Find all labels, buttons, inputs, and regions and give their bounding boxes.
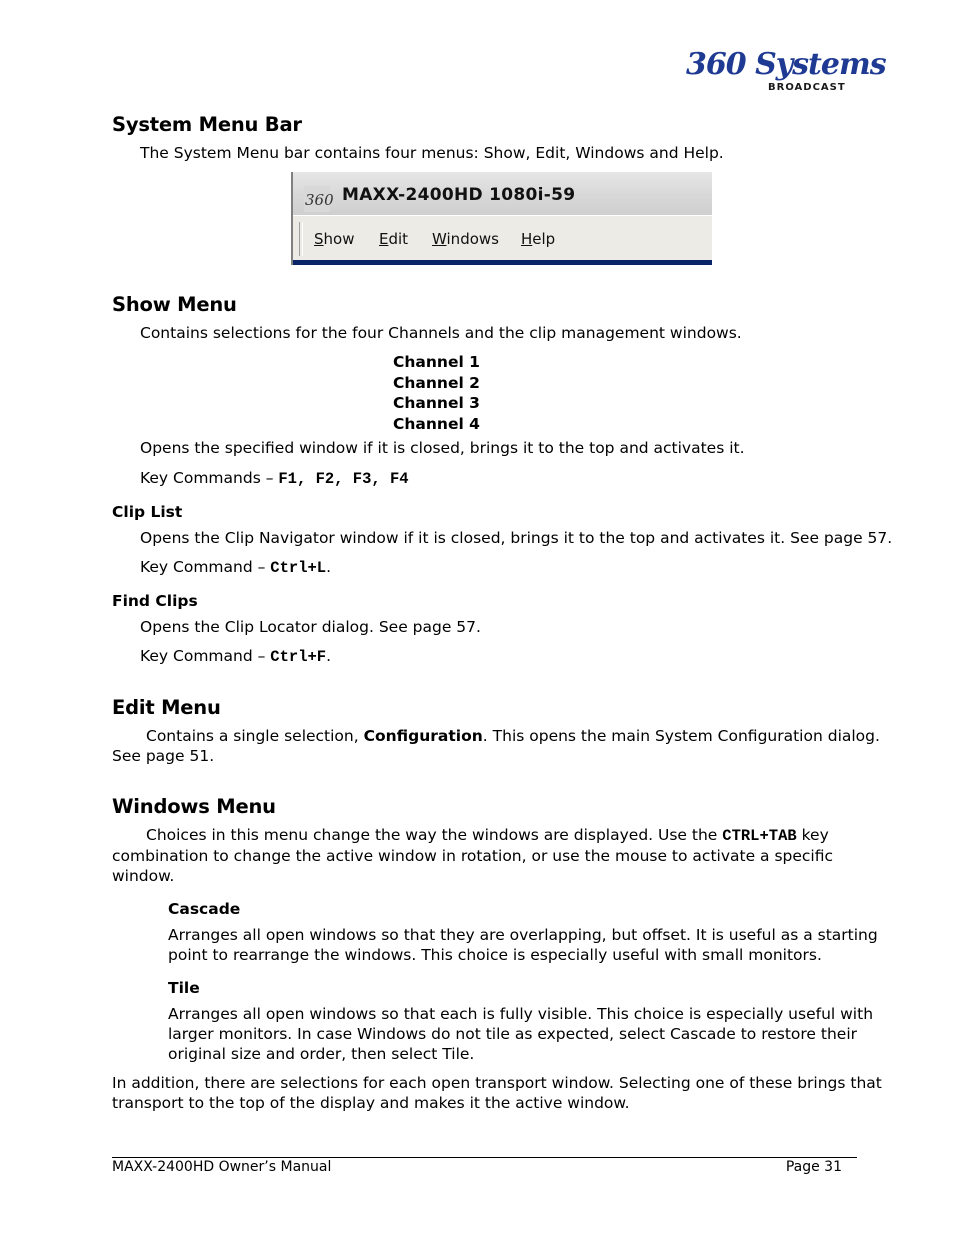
- menu-bar-screenshot: [291, 172, 712, 265]
- footer-manual-title: MAXX-2400HD Owner’s Manual: [112, 1159, 332, 1175]
- tile-text-line1: Arranges all open windows so that each is fully visible. This choice is especially useful with: [168, 1005, 874, 1023]
- brand-logo: [684, 44, 886, 93]
- channel-list: [393, 352, 480, 434]
- app-icon: [304, 186, 334, 212]
- channel-item: Channel 2: [393, 373, 480, 392]
- menu-windows[interactable]: Windows: [432, 230, 499, 248]
- closing-text-line1: In addition, there are selections for each open transport window. Selecting one of these brings that: [112, 1074, 882, 1092]
- find-clips-text: Opens the Clip Locator dialog. See page 57.: [140, 618, 481, 636]
- configuration-label: Configuration: [363, 727, 483, 745]
- heading-find-clips: Find Clips: [112, 592, 198, 610]
- windows-menu-text-line1: Choices in this menu change the way the windows are displayed. Use the CTRL+TAB key: [146, 826, 829, 845]
- heading-clip-list: Clip List: [112, 503, 183, 521]
- menu-show[interactable]: Show: [314, 230, 355, 248]
- menu-edit[interactable]: Edit: [379, 230, 409, 248]
- key-command-value: Ctrl+F: [270, 648, 327, 666]
- footer-divider: [112, 1157, 857, 1158]
- heading-edit-menu: Edit Menu: [112, 696, 221, 719]
- system-menu-bar-text: The System Menu bar contains four menus: Show, Edit, Windows and Help.: [140, 144, 724, 162]
- heading-show-menu: Show Menu: [112, 293, 237, 316]
- window-client-edge: [293, 260, 712, 265]
- heading-cascade: Cascade: [168, 900, 241, 918]
- menu-help[interactable]: Help: [521, 230, 556, 248]
- show-menu-text: Contains selections for the four Channels and the clip management windows.: [140, 324, 742, 342]
- channel-item: Channel 4: [393, 414, 480, 433]
- closing-text-line2: transport to the top of the display and makes it the active window.: [112, 1094, 630, 1112]
- heading-system-menu-bar: System Menu Bar: [112, 113, 302, 136]
- channel-description: Opens the specified window if it is closed, brings it to the top and activates it.: [140, 439, 745, 457]
- show-key-commands: Key Commands – F1, F2, F3, F4: [140, 469, 409, 488]
- heading-tile: Tile: [168, 979, 200, 997]
- key-command-value: Ctrl+L: [270, 559, 327, 577]
- edit-menu-text: Contains a single selection, Configuration. This opens the main System Configuration dialog.: [146, 727, 880, 745]
- cascade-text-line2: point to rearrange the windows. This choice is especially useful with small monitors.: [168, 946, 822, 964]
- windows-menu-text-line3: window.: [112, 867, 175, 885]
- ctrl-tab-key: CTRL+TAB: [722, 827, 797, 845]
- tile-text-line2: larger monitors. In case Windows do not tile as expected, select Cascade to restore their: [168, 1025, 858, 1043]
- footer-page-number: Page 31: [785, 1159, 842, 1175]
- logo-sub-text: BROADCAST: [768, 82, 846, 93]
- window-title-bar: [291, 172, 712, 215]
- cascade-text-line1: Arranges all open windows so that they are overlapping, but offset. It is useful as a starting: [168, 926, 878, 944]
- key-command-value: F1, F2, F3, F4: [278, 470, 409, 488]
- clip-list-text: Opens the Clip Navigator window if it is closed, brings it to the top and activates it. See page 57.: [140, 529, 893, 547]
- svg-text:360: 360: [305, 191, 334, 209]
- window-menubar: [293, 215, 712, 261]
- logo-brand-text: 360 Systems: [686, 47, 886, 82]
- window-title: MAXX-2400HD 1080i-59: [342, 185, 576, 205]
- edit-menu-page-ref: See page 51.: [112, 747, 215, 765]
- menubar-grip: [299, 222, 303, 256]
- windows-menu-text-line2: combination to change the active window in rotation, or use the mouse to activate a specific: [112, 847, 834, 865]
- channel-item: Channel 1: [393, 353, 480, 371]
- tile-text-line3: original size and order, then select Tile.: [168, 1045, 475, 1063]
- find-clips-key-command: Key Command – Ctrl+F.: [140, 647, 332, 666]
- clip-list-key-command: Key Command – Ctrl+L.: [140, 558, 332, 577]
- heading-windows-menu: Windows Menu: [112, 795, 276, 818]
- channel-item: Channel 3: [393, 394, 480, 412]
